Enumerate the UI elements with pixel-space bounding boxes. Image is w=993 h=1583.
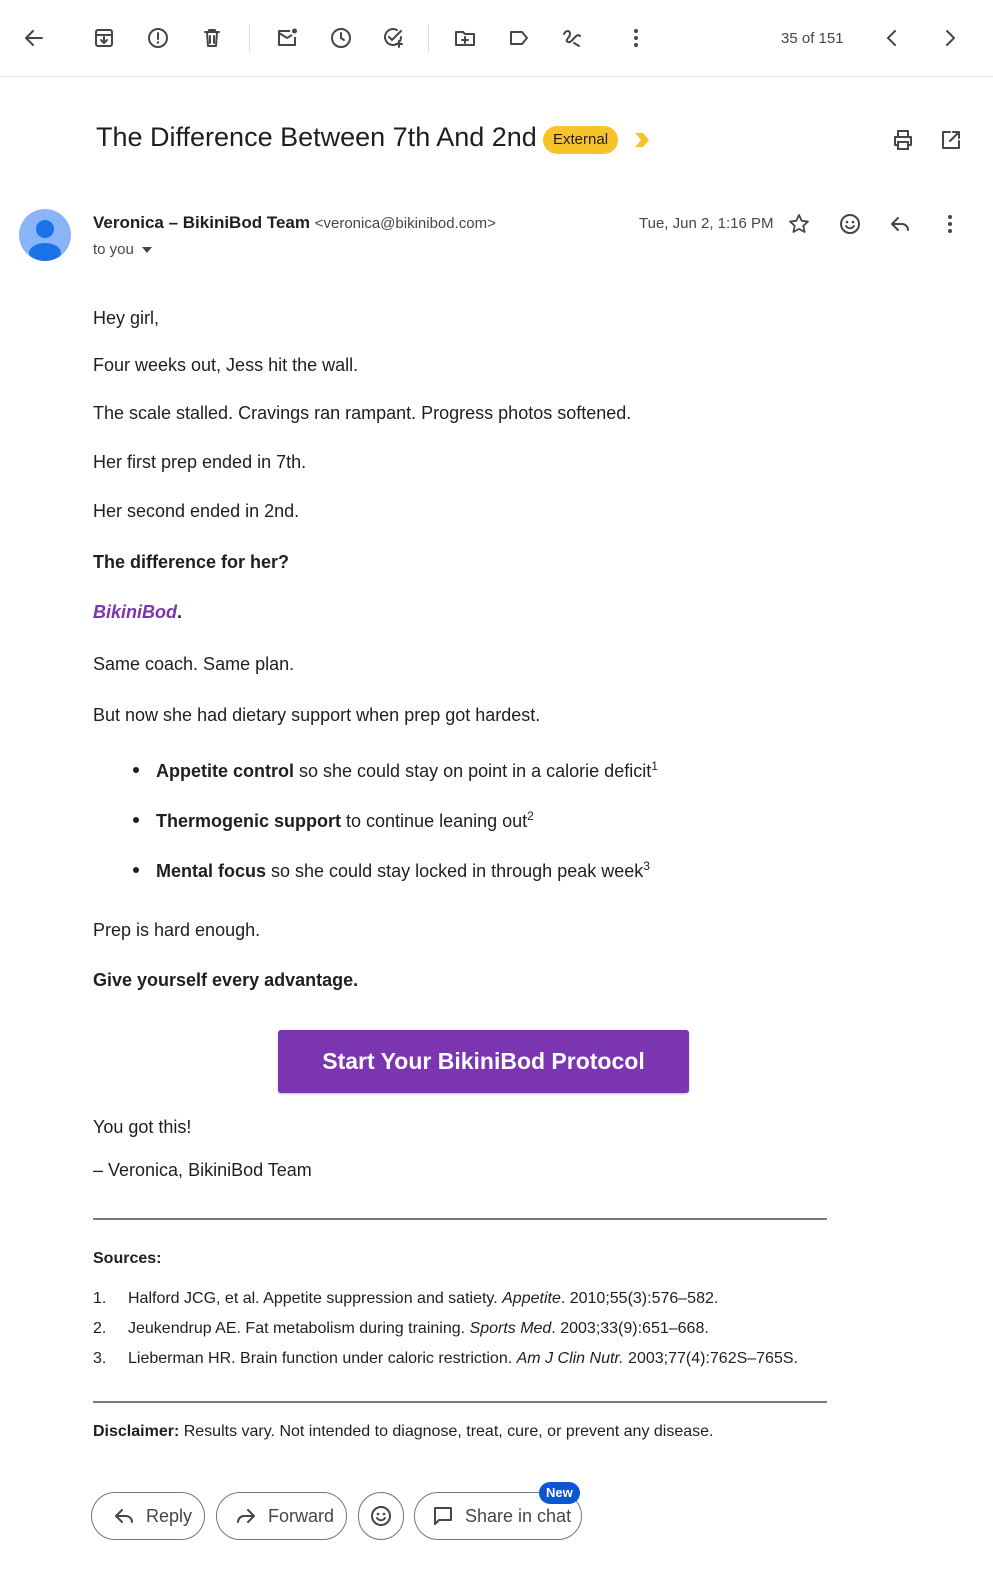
add-task-icon[interactable] (381, 26, 405, 50)
open-new-window-icon[interactable] (939, 128, 963, 152)
source-text: Halford JCG, et al. Appetite suppression and satiety. (128, 1290, 503, 1307)
brand-line (93, 602, 182, 623)
divider (93, 1218, 827, 1220)
source-journal: Am J Clin Nutr. (516, 1350, 624, 1367)
report-spam-icon[interactable] (146, 26, 170, 50)
toolbar (0, 0, 993, 77)
emoji-button[interactable] (358, 1492, 404, 1540)
label-icon[interactable] (507, 26, 531, 50)
source-item (93, 1290, 718, 1308)
share-label: Share in chat (465, 1505, 572, 1526)
disclaimer-label: Disclaimer: (93, 1423, 180, 1440)
source-item (93, 1320, 709, 1338)
footnote-ref: 1 (651, 759, 658, 773)
mark-unread-icon[interactable] (275, 26, 299, 50)
email-date: Tue, Jun 2, 1:16 PM (639, 215, 774, 232)
bullet-text: to continue leaning out (341, 811, 528, 831)
forward-icon (234, 1504, 258, 1528)
reply-button[interactable] (91, 1492, 205, 1540)
external-badge[interactable]: External (543, 126, 618, 154)
sources-title: Sources: (93, 1250, 162, 1267)
emoji-reaction-icon[interactable] (838, 212, 862, 236)
body-paragraph-bold: The difference for her? (93, 552, 290, 572)
source-text: Jeukendrup AE. Fat metabolism during training. (128, 1320, 470, 1337)
forward-button[interactable] (216, 1492, 347, 1540)
source-num: 3. (93, 1350, 107, 1367)
bullet-bold: Appetite control (156, 761, 294, 781)
chat-icon (431, 1504, 455, 1528)
reply-icon (112, 1504, 136, 1528)
body-paragraph: Her second ended in 2nd. (93, 501, 300, 521)
footnote-ref: 3 (643, 859, 650, 873)
source-journal: Appetite (502, 1290, 561, 1307)
source-text: Lieberman HR. Brain function under caloric restriction. (128, 1350, 517, 1367)
brand-punct: . (177, 602, 183, 622)
brand-name: BikiniBod (93, 602, 177, 622)
disclaimer-text: Results vary. Not intended to diagnose, treat, cure, or prevent any disease. (179, 1423, 714, 1440)
emoji-icon (369, 1504, 393, 1528)
bullet-bold: Mental focus (156, 861, 267, 881)
bullet-bold: Thermogenic support (156, 811, 342, 831)
signoff: – Veronica, BikiniBod Team (93, 1160, 312, 1180)
body-paragraph: Her first prep ended in 7th. (93, 452, 307, 472)
print-icon[interactable] (891, 128, 915, 152)
list-item (133, 809, 534, 832)
more-vert-icon[interactable] (624, 26, 648, 50)
star-icon[interactable] (787, 212, 811, 236)
source-num: 1. (93, 1290, 107, 1307)
next-icon[interactable] (938, 26, 962, 50)
move-to-icon[interactable] (453, 26, 477, 50)
source-citation: 2003;77(4):762S–765S. (623, 1350, 798, 1367)
list-item (133, 859, 650, 882)
cta-button[interactable]: Start Your BikiniBod Protocol (278, 1030, 689, 1093)
toolbar-divider (249, 24, 250, 52)
caret-down-icon[interactable] (142, 247, 152, 253)
reply-icon[interactable] (888, 212, 912, 236)
body-paragraph: But now she had dietary support when prep got hardest. (93, 705, 541, 725)
source-num: 2. (93, 1320, 107, 1337)
sender (93, 213, 496, 233)
archive-icon[interactable] (92, 26, 116, 50)
divider (93, 1401, 827, 1403)
source-journal: Sports Med (469, 1320, 552, 1337)
body-paragraph-bold: Give yourself every advantage. (93, 970, 359, 990)
disclaimer (93, 1423, 713, 1441)
body-paragraph: Prep is hard enough. (93, 920, 261, 940)
source-citation: . 2010;55(3):576–582. (560, 1290, 719, 1307)
sender-name[interactable]: Veronica – BikiniBod Team (93, 213, 310, 232)
forward-label: Forward (268, 1505, 335, 1526)
snooze-icon[interactable] (329, 26, 353, 50)
recipient-label: to you (93, 241, 134, 258)
reply-label: Reply (146, 1505, 193, 1526)
delete-icon[interactable] (200, 26, 224, 50)
footnote-ref: 2 (527, 809, 534, 823)
more-vert-icon[interactable] (938, 212, 962, 236)
avatar[interactable] (19, 209, 71, 261)
list-item (133, 759, 658, 782)
bullet-text: so she could stay on point in a calorie deficit (294, 761, 652, 781)
source-item (93, 1350, 798, 1368)
bullet-text: so she could stay locked in through peak week (266, 861, 644, 881)
toolbar-divider (428, 24, 429, 52)
body-paragraph: Same coach. Same plan. (93, 654, 295, 674)
body-paragraph: Four weeks out, Jess hit the wall. (93, 355, 359, 375)
source-citation: . 2003;33(9):651–668. (551, 1320, 709, 1337)
back-arrow-icon[interactable] (22, 26, 46, 50)
message-counter: 35 of 151 (781, 30, 844, 47)
importance-marker-icon[interactable] (633, 131, 651, 149)
body-paragraph: The scale stalled. Cravings ran rampant. Progress photos softened. (93, 403, 632, 423)
prev-icon[interactable] (880, 26, 904, 50)
greeting: Hey girl, (93, 308, 160, 328)
recipient-toggle[interactable] (93, 241, 152, 258)
email-subject: The Difference Between 7th And 2nd (96, 122, 537, 152)
body-paragraph: You got this! (93, 1117, 192, 1137)
sender-email: <veronica@bikinibod.com> (314, 215, 496, 232)
unsubscribe-icon[interactable] (560, 26, 584, 50)
new-badge: New (539, 1482, 580, 1504)
